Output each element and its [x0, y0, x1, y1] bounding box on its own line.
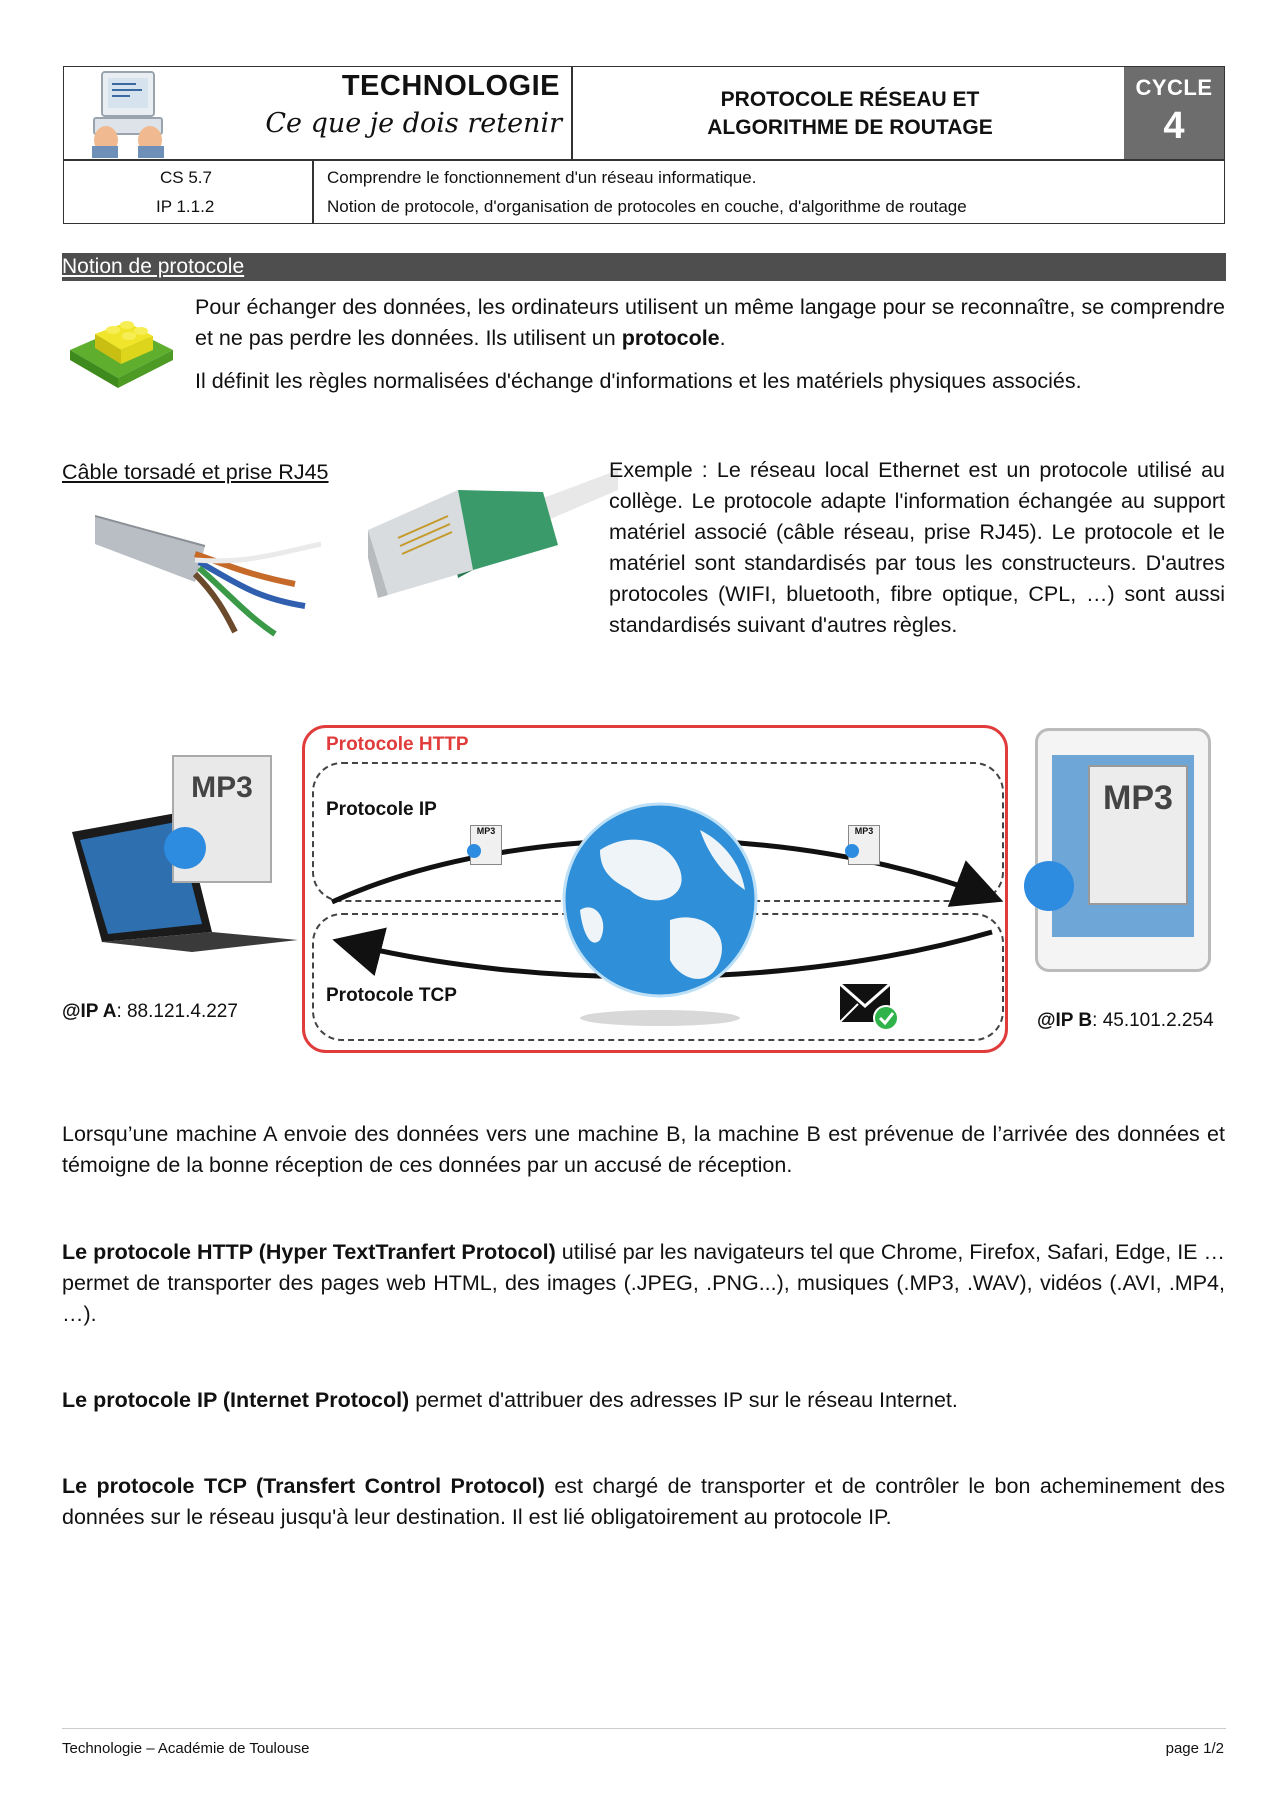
mp3-packet-icon	[848, 825, 880, 865]
example-paragraph: Exemple : Le réseau local Ethernet est un protocole utilisé au collège. Le protocole adapte l'information échangée au support matériel associé (câble réseau, prise RJ45). Le protocole et le matériel sont standardisés par tous les constructeurs. D'autres protocoles (WIFI, bluetooth, fibre optique, CPL, …) sont aussi standardisés suivant d'autres règles.	[609, 458, 1225, 637]
http-paragraph	[62, 1237, 1225, 1330]
cable-caption: Câble torsadé et prise RJ45	[62, 460, 329, 484]
music-note-icon	[164, 827, 206, 869]
cycle-label: CYCLE	[1135, 75, 1213, 100]
mp3-file-icon	[172, 755, 272, 883]
mp3-packet-label: MP3	[854, 826, 874, 836]
globe-icon	[560, 790, 760, 1030]
ip-address-a	[62, 1001, 238, 1023]
footer-left: Technologie – Académie de Toulouse	[62, 1740, 310, 1757]
section-heading	[62, 253, 1226, 281]
ip-address-b-label: @IP B	[1037, 1010, 1093, 1031]
document-title	[575, 86, 1125, 142]
mp3-file-label: MP3	[1103, 779, 1173, 817]
header-row-divider	[312, 159, 314, 224]
document-title-line2: ALGORITHME DE ROUTAGE	[707, 116, 993, 139]
cycle-number: 4	[1163, 105, 1185, 147]
tcp-label: Protocole TCP	[326, 985, 457, 1006]
laptop-hands-icon	[88, 70, 168, 158]
http-description: utilisé par les navigateurs tel que Chrome, Firefox, Safari, Edge, IE … permet de transporter des pages web HTML, des images (.JPEG, .PNG...), musiques (.MP3, .WAV), vidéos (.AVI, .MP4, …).	[62, 1240, 1226, 1326]
mp3-file-label: MP3	[191, 771, 253, 804]
competency-code: CS 5.7	[160, 168, 212, 187]
mp3-packet-label: MP3	[476, 826, 496, 836]
ip-paragraph	[62, 1385, 1225, 1416]
reception-paragraph: Lorsqu’une machine A envoie des données vers une machine B, la machine B est prévenue de l’arrivée des données et témoigne de la bonne réception de ces données par un accusé de réception.	[62, 1122, 1225, 1177]
header-col-divider	[571, 66, 573, 160]
music-note-icon	[1024, 861, 1074, 911]
intro-text: Pour échanger des données, les ordinateurs utilisent un même langage pour se reconnaître, se comprendre et ne pas perdre les données. Ils utilisent un	[195, 295, 1225, 350]
ip-address-a-value: : 88.121.4.227	[116, 1001, 238, 1022]
cycle-badge	[1124, 67, 1224, 159]
lego-brick-icon	[65, 298, 175, 393]
acknowledgement-envelope-icon	[838, 980, 902, 1032]
intro-bold-term: protocole	[621, 326, 720, 350]
tcp-term: Le protocole TCP (Transfert Control Protocol)	[62, 1474, 545, 1498]
mp3-packet-icon	[470, 825, 502, 865]
twisted-cable-image	[95, 494, 325, 644]
tcp-description: est chargé de transporter et de contrôler le bon acheminement des données sur le réseau jusqu'à leur destination. Il est lié obligatoirement au protocole IP.	[62, 1474, 1225, 1529]
ip-address-b-value: : 45.101.2.254	[1092, 1010, 1214, 1031]
header-divider	[63, 159, 1225, 161]
competency-text: Notion de protocole, d'organisation de protocoles en couche, d'algorithme de routage	[327, 197, 967, 216]
ip-label: Protocole IP	[326, 799, 437, 820]
ip-term: Le protocole IP (Internet Protocol)	[62, 1388, 410, 1412]
header-subtitle: Ce que je dois retenir	[265, 108, 562, 139]
http-term: Le protocole HTTP (Hyper TextTranfert Protocol)	[62, 1240, 556, 1264]
rj45-plug-image	[368, 450, 618, 600]
header-title: TECHNOLOGIE	[341, 70, 560, 102]
footer-rule	[62, 1728, 1226, 1729]
ip-address-a-label: @IP A	[62, 1001, 117, 1022]
http-label: Protocole HTTP	[326, 734, 469, 755]
competency-text: Comprendre le fonctionnement d'un réseau informatique.	[327, 168, 757, 187]
intro-text-end: .	[719, 326, 726, 350]
competency-code: IP 1.1.2	[156, 197, 215, 216]
intro-paragraph-1	[195, 292, 1225, 354]
section-heading-text: Notion de protocole	[62, 255, 245, 278]
ip-description: permet d'attribuer des adresses IP sur le réseau Internet.	[409, 1388, 958, 1412]
intro-paragraph-2: Il définit les règles normalisées d'échange d'informations et les matériels physiques associés.	[195, 369, 1082, 393]
document-title-line1: PROTOCOLE RÉSEAU ET	[720, 88, 980, 111]
page-number: page 1/2	[1165, 1740, 1224, 1757]
tablet-machine-b	[1035, 728, 1211, 972]
ip-address-b	[1037, 1010, 1214, 1032]
mp3-file-icon	[1088, 765, 1188, 905]
tcp-paragraph	[62, 1471, 1225, 1533]
